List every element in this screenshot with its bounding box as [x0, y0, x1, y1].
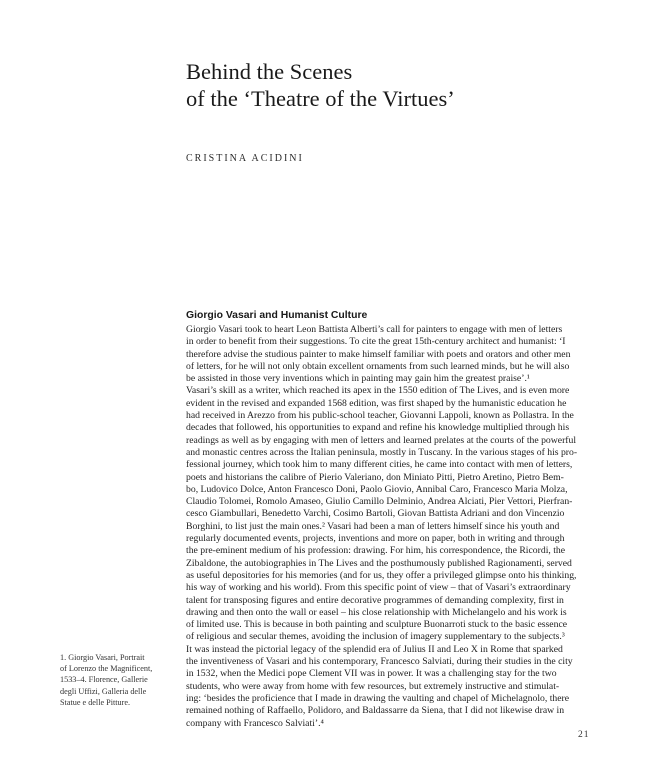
body-text — [186, 324, 598, 730]
body-text-line: decades that followed, his opportunities to expand and refine his knowledge multiplied through his — [186, 422, 570, 434]
chapter-title — [186, 58, 455, 112]
body-text-line: It was instead the pictorial legacy of the splendid era of Julius II and Leo X in Rome that sparked — [186, 643, 563, 655]
body-text-line: as useful depositories for his memories (and for us, they offer a privileged glimpse onto his thinking, — [186, 569, 577, 581]
body-text-line: of religious and secular themes, avoiding the inclusion of imagery supplementary to the subjects.³ — [186, 631, 565, 643]
chapter-title-line-2: of the ‘Theatre of the Virtues’ — [186, 86, 455, 111]
page-number: 21 — [578, 730, 590, 740]
body-text-line: Giorgio Vasari took to heart Leon Battista Alberti’s call for painters to engage with men of letters — [186, 324, 563, 335]
body-text-line: regularly documented events, projects, inventions and more on paper, both in writing and through — [186, 533, 565, 545]
body-text-line: drawing and then onto the wall or easel – his close relationship with Michelangelo and his work is — [186, 606, 567, 618]
caption-line: degli Uffizi, Galleria delle — [60, 686, 147, 696]
body-text-line: fessional journey, which took him to many different cities, he came into contact with men of letters, — [186, 459, 573, 471]
author-name: CRISTINA ACIDINI — [186, 153, 304, 164]
body-text-line: students, who were away from home with few resources, but extremely instructive and stimulat- — [186, 680, 560, 692]
body-text-line: therefore advise the studious painter to make himself familiar with poets and orators and other men — [186, 348, 571, 360]
body-text-line: poets and historians the calibre of Pierio Valeriano, don Miniato Pitti, Pietro Aretino, Pietro Bem- — [186, 471, 564, 483]
body-text-line: the pre-eminent medium of his profession: drawing. For him, his correspondence, the Ricordi, the — [186, 545, 566, 557]
body-text-line: bo, Ludovico Dolce, Anton Francesco Doni, Paolo Giovio, Annibal Caro, Francesco Maria Molza, — [186, 483, 568, 495]
body-text-line: cesco Giambullari, Benedetto Varchi, Cosimo Bartoli, Giovan Battista Adriani and don Vincenzio — [186, 508, 565, 520]
body-text-line: and monastic centres across the Italian peninsula, mostly in Tuscany. In the various stages of his pro- — [186, 446, 578, 458]
body-text-line: in order to benefit from their suggestions. To cite the great 15th-century architect and humanist: ‘I — [186, 336, 566, 348]
body-text-line: Zibaldone, the autobiographies in The Lives and the posthumously published Ragionamenti, served — [186, 557, 572, 569]
body-text-line: his way of working and his world). From this specific point of view – that of Vasari’s extraordinary — [186, 582, 571, 594]
body-text-line: ing: ‘besides the proficience that I made in drawing the vaulting and chapel of Michelagnolo, there — [186, 692, 570, 704]
body-text-line: company with Francesco Salviati’.⁴ — [186, 717, 324, 729]
section-heading: Giorgio Vasari and Humanist Culture — [186, 310, 368, 321]
body-text-line: had received in Arezzo from his public-school teacher, Giovanni Lappoli, known as Pollastra. In the — [186, 410, 574, 422]
body-text-line: Claudio Tolomei, Romolo Amaseo, Giulio Camillo Delminio, Andrea Alciati, Pier Vettori, Pierfran- — [186, 496, 573, 508]
body-text-line: Borghini, to list just the main ones.² Vasari had been a man of letters himself since his youth and — [186, 520, 560, 532]
caption-line: 1533–4. Florence, Gallerie — [60, 675, 148, 685]
body-text-line: evident in the revised and expanded 1568 edition, was first shaped by the humanistic education he — [186, 397, 567, 409]
body-text-line: in 1532, when the Medici pope Clement VII was in power. It was a challenging stay for the two — [186, 668, 557, 680]
chapter-title-line-1: Behind the Scenes — [186, 59, 353, 84]
body-text-line: of letters, for he will not only obtain excellent ornaments from such learned minds, but he will also — [186, 360, 570, 372]
body-text-line: Vasari’s skill as a writer, which reached its apex in the 1550 edition of The Lives, and is even more — [186, 385, 570, 397]
body-text-line: of limited use. This is because in both painting and sculpture Buonarroti stuck to the basic essence — [186, 619, 568, 631]
caption-line: 1. Giorgio Vasari, Portrait — [60, 653, 145, 662]
figure-caption — [60, 652, 170, 708]
body-text-line: be assisted in those very inventions which in painting may gain him the greatest praise’.¹ — [186, 373, 530, 385]
body-text-line: readings as well as by engaging with men of letters and learned prelates at the courts of the powerful — [186, 434, 577, 446]
body-text-line: the inventiveness of Vasari and his contemporary, Francesco Salviati, during their studies in the city — [186, 656, 573, 668]
caption-line: Statue e delle Pitture. — [60, 697, 131, 707]
caption-line: of Lorenzo the Magnificent, — [60, 664, 153, 674]
body-text-line: remained nothing of Raffaello, Polidoro, and Baldassarre da Siena, that I did not likewise draw in — [186, 705, 565, 717]
body-text-line: talent for transposing figures and entire decorative programmes of demanding complexity, first in — [186, 594, 564, 606]
